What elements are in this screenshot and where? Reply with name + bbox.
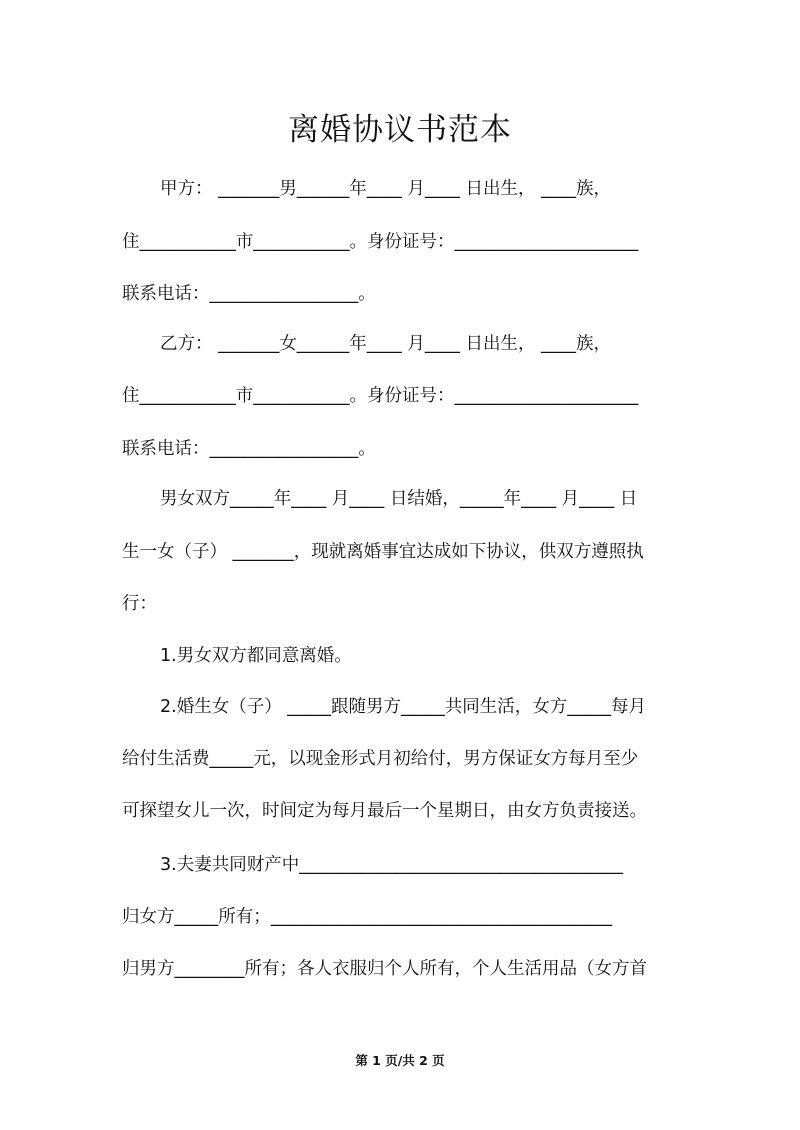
marriage-line-3: 行：	[122, 594, 157, 614]
page-footer: 第 1 页/共 2 页	[355, 1053, 445, 1068]
clause-1: 1.男女双方都同意离婚。	[160, 646, 352, 666]
party-b-line-2: 住___________市___________。身份证号：_____________________	[122, 386, 639, 406]
clause-3-line-1: 3.夫妻共同财产中_____________________________________	[160, 855, 623, 875]
party-a-line-3: 联系电话：_________________。	[122, 284, 376, 304]
clause-2-line-1: 2.婚生女（子） _____跟随男方_____共同生活，女方_____每月	[160, 697, 647, 717]
party-b-line-1: 乙方： _______女______年____ 月____ 日出生， ____族，	[160, 334, 612, 354]
marriage-line-1: 男女双方_____年____ 月____ 日结婚，_____年____ 月____ 日	[160, 489, 638, 509]
document-title: 离婚协议书范本	[288, 112, 512, 148]
party-b-line-3: 联系电话：_________________。	[122, 439, 376, 459]
clause-3-line-3: 归男方________所有；各人衣服归个人所有，个人生活用品（女方首	[122, 959, 647, 979]
clause-2-line-3: 可探望女儿一次，时间定为每月最后一个星期日，由女方负责接送。	[122, 801, 647, 821]
party-a-line-2: 住___________市___________。身份证号：_____________________	[122, 232, 639, 252]
marriage-line-2: 生一女（子） _______，现就离婚事宜达成如下协议，供双方遵照执	[122, 542, 644, 562]
party-a-line-1: 甲方： _______男______年____ 月____ 日出生， ____族，	[160, 179, 612, 199]
clause-2-line-2: 给付生活费_____元，以现金形式月初给付，男方保证女方每月至少	[122, 749, 639, 769]
clause-3-line-2: 归女方_____所有；_______________________________________	[122, 907, 612, 927]
